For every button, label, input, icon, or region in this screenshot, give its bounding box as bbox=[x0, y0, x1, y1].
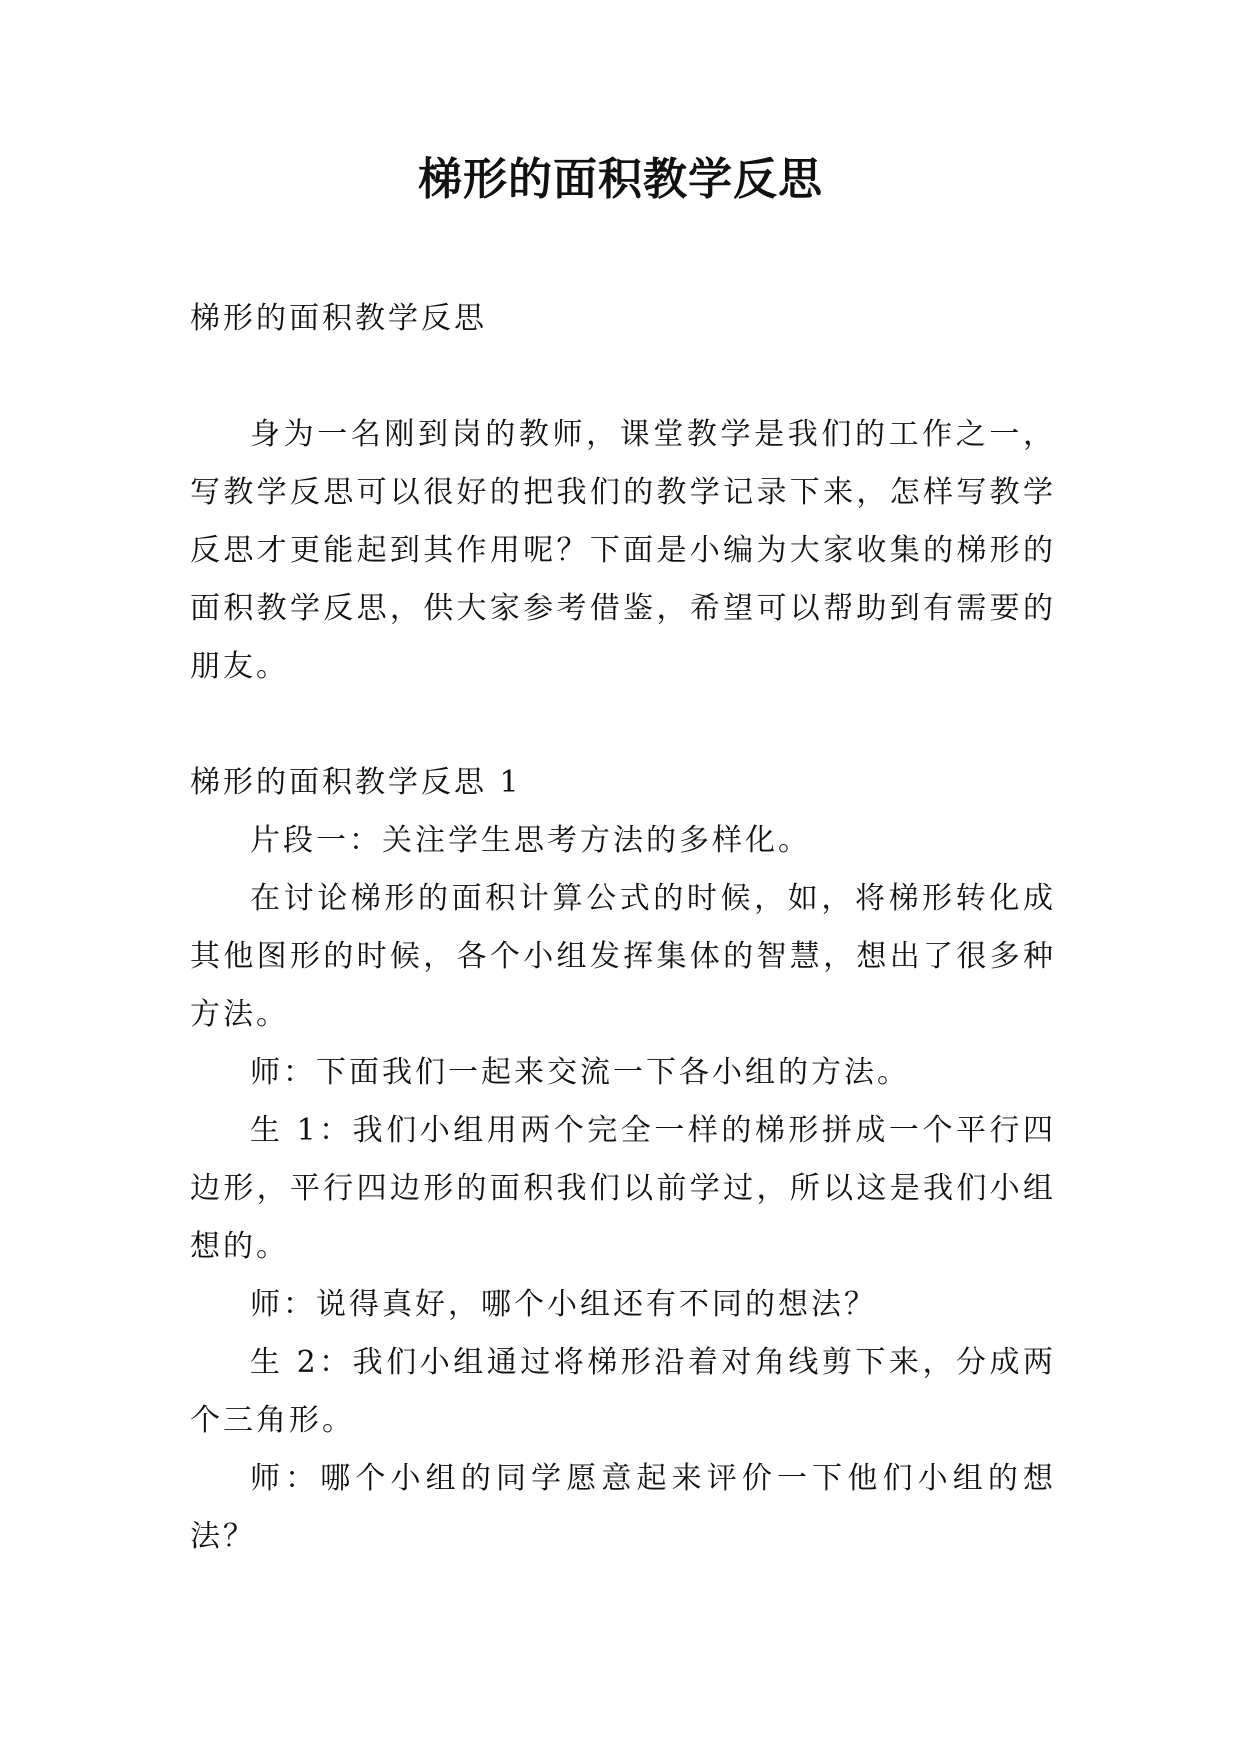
document-subtitle: 梯形的面积教学反思 bbox=[190, 301, 487, 336]
body-paragraph: 片段一：关注学生思考方法的多样化。 bbox=[250, 823, 811, 858]
section-heading: 梯形的面积教学反思 1 bbox=[190, 765, 522, 800]
body-paragraph: 在讨论梯形的面积计算公式的时候，如，将梯形转化成其他图形的时候，各个小组发挥集体的智慧，想出了很多种方法。 bbox=[190, 881, 1056, 1032]
document-title: 梯形的面积教学反思 bbox=[418, 154, 823, 205]
body-paragraph: 师：下面我们一起来交流一下各小组的方法。 bbox=[250, 1055, 910, 1090]
body-paragraph: 生 2：我们小组通过将梯形沿着对角线剪下来，分成两个三角形。 bbox=[190, 1345, 1056, 1438]
body-paragraph: 师：说得真好，哪个小组还有不同的想法？ bbox=[250, 1287, 877, 1322]
intro-paragraph: 身为一名刚到岗的教师，课堂教学是我们的工作之一，写教学反思可以很好的把我们的教学记录下来，怎样写教学反思才更能起到其作用呢？下面是小编为大家收集的梯形的面积教学反思，供大家参考借鉴，希望可以帮助到有需要的朋友。 bbox=[190, 417, 1056, 684]
body-paragraph: 生 1：我们小组用两个完全一样的梯形拼成一个平行四边形，平行四边形的面积我们以前学过，所以这是我们小组想的。 bbox=[190, 1113, 1056, 1264]
body-paragraph: 师：哪个小组的同学愿意起来评价一下他们小组的想法？ bbox=[190, 1461, 1056, 1554]
document-body bbox=[190, 290, 1056, 1566]
